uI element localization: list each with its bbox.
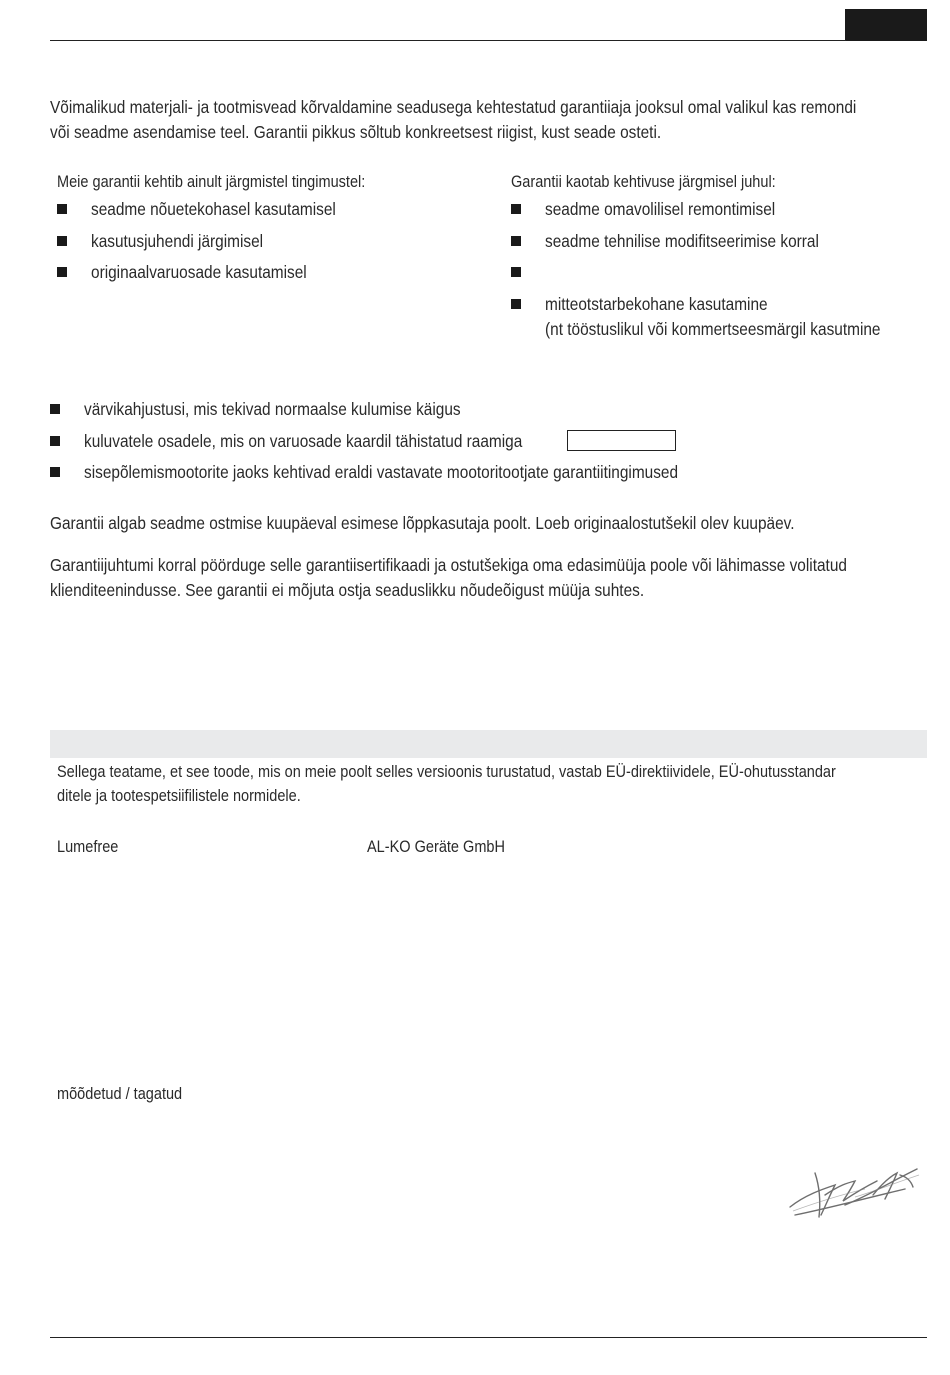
list-item [57, 229, 287, 253]
warranty-start-text: Garantii algab seadme ostmise kuupäeval esimese lõppkasutaja poolt. Loeb originaalostutšekil olev kuupäev. [50, 513, 795, 533]
bullet-square-icon [511, 299, 521, 309]
signature-image [785, 1155, 925, 1225]
product-name: Lumefree [57, 838, 119, 856]
list-item [511, 229, 856, 253]
header-rule [50, 40, 846, 41]
valid-item-3: originaalvaruosade kasutamisel [91, 262, 307, 282]
bullet-square-icon [511, 204, 521, 214]
excluded-item-1: värvikahjustusi, mis tekivad normaalse kulumise käigus [84, 399, 461, 419]
footer-rule [50, 1337, 927, 1338]
excluded-item-3: sisepõlemismootorite jaoks kehtivad eraldi vastavate mootoritootjate garantiitingimused [84, 462, 679, 482]
list-item [57, 260, 336, 284]
list-item [511, 197, 807, 221]
list-item [50, 460, 759, 484]
excluded-item-2: kuluvatele osadele, mis on varuosade kaardil tähistatud raamiga [84, 431, 523, 451]
declaration-header-band [50, 730, 927, 758]
warranty-claim-line2: klienditeenindusse. See garantii ei mõjuta ostja seaduslikku nõudeõigust müüja suhtes. [50, 580, 645, 600]
wear-part-frame-symbol [567, 430, 676, 451]
valid-item-1: seadme nõuetekohasel kasutamisel [91, 199, 336, 219]
bullet-square-icon [50, 436, 60, 446]
declaration-line2: ditele ja tootespetsiifilistele normidele. [57, 787, 301, 805]
warranty-intro-line1: Võimalikud materjali- ja tootmisvead kõrvaldamine seadusega kehtestatud garantiiaja jooksul omal valikul kas remondi [50, 97, 857, 117]
bullet-square-icon [57, 204, 67, 214]
void-conditions-heading: Garantii kaotab kehtivuse järgmisel juhul: [511, 173, 776, 191]
list-item [50, 429, 582, 453]
declaration-line1: Sellega teatame, et see toode, mis on meie poolt selles versioonis turustatud, vastab EÜ-direktiividele, EÜ-ohutusstandar [57, 763, 836, 781]
measured-guaranteed-label: mõõdetud / tagatud [57, 1085, 183, 1103]
bullet-square-icon [511, 236, 521, 246]
bullet-square-icon [511, 267, 521, 277]
bullet-square-icon [50, 467, 60, 477]
bullet-square-icon [57, 267, 67, 277]
bullet-square-icon [57, 236, 67, 246]
warranty-intro-line2: või seadme asendamise teel. Garantii pikkus sõltub konkreetsest riigist, kust seade osteti. [50, 122, 662, 142]
manufacturer-name: AL-KO Geräte GmbH [367, 838, 505, 856]
list-item [511, 260, 545, 284]
bullet-square-icon [50, 404, 60, 414]
void-item-4: mitteotstarbekohane kasutamine [545, 294, 768, 314]
void-item-2: seadme tehnilise modifitseerimise korral [545, 231, 819, 251]
list-item [511, 292, 798, 316]
list-item [50, 397, 512, 421]
valid-conditions-heading: Meie garantii kehtib ainult järgmistel tingimustel: [57, 173, 366, 191]
list-item [57, 197, 369, 221]
valid-item-2: kasutusjuhendi järgimisel [91, 231, 264, 251]
warranty-claim-line1: Garantiijuhtumi korral pöörduge selle garantiisertifikaadi ja ostutšekiga oma edasimüüja poole või lähimasse volitatud [50, 555, 847, 575]
page-tab-marker [845, 9, 927, 41]
void-item-1: seadme omavolilisel remontimisel [545, 199, 776, 219]
void-item-4-line2: (nt tööstuslikul või kommertseesmärgil kasutmine [545, 319, 881, 339]
